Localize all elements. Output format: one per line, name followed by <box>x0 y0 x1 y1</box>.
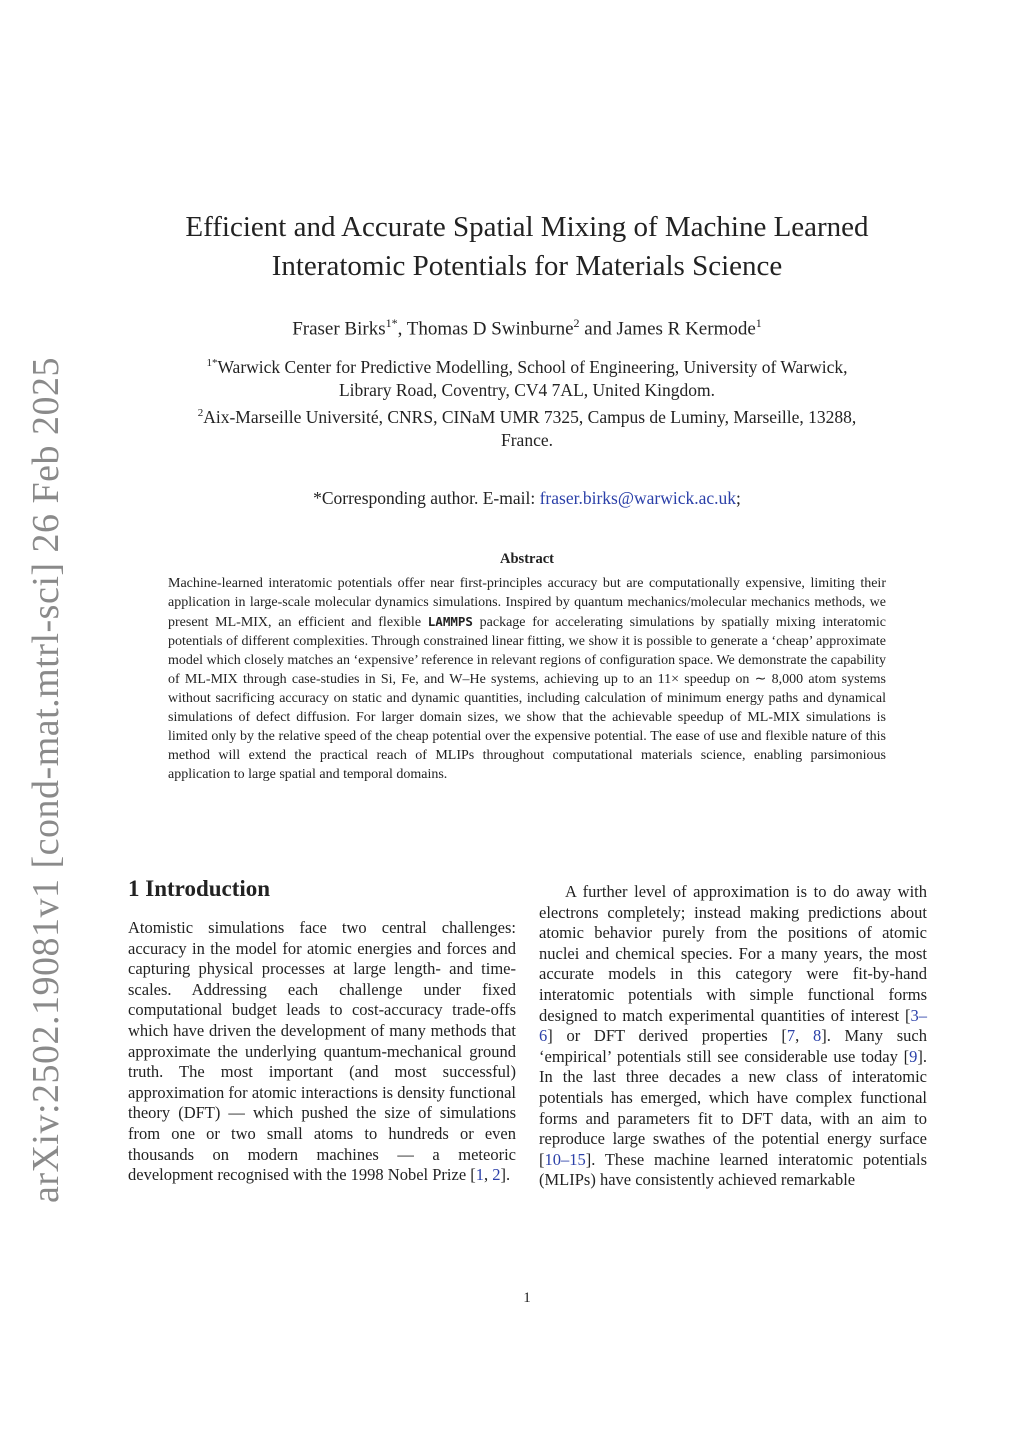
author-affil-mark: 1* <box>385 316 398 330</box>
intro-right-column <box>539 882 927 1191</box>
author-name: Thomas D Swinburne <box>406 318 574 340</box>
section-heading-introduction: 1 Introduction <box>128 876 271 901</box>
corresponding-suffix: ; <box>736 488 741 508</box>
affil-mark: 2 <box>197 406 204 419</box>
author-affil-mark: 1 <box>755 316 762 330</box>
body-text: ]. These machine learned interatomic potentials (MLIPs) have consistently achieved remarkable <box>539 1149 927 1190</box>
abstract-body <box>168 574 886 784</box>
arxiv-stamp <box>20 356 72 1204</box>
affiliation-1-line-2: Library Road, Coventry, CV4 7AL, United Kingdom. <box>338 379 716 400</box>
author-name: Fraser Birks <box>292 318 386 340</box>
affiliation-1-line-1 <box>140 352 914 379</box>
abstract-code-term: LAMMPS <box>427 614 473 629</box>
email-link[interactable]: fraser.birks@warwick.ac.uk <box>539 488 736 508</box>
arxiv-stamp-text: arXiv:2502.19081v1 [cond-mat.mtrl-sci] 26 Feb 2025 <box>25 356 67 1204</box>
citation-link[interactable]: 1 <box>475 1165 485 1185</box>
author-separator: and <box>579 318 617 340</box>
citation-separator: , <box>484 1165 493 1185</box>
abstract-heading: Abstract <box>500 551 554 567</box>
body-text: ] or DFT derived properties [ <box>547 1026 787 1046</box>
citation-link[interactable]: 2 <box>492 1165 501 1185</box>
body-text: ]. In the last three decades a new class of interatomic potentials has emerged, which have complex functional forms and parameters fit to DFT data, with an aim to reproduce large swathes of the potential energy surface [ <box>539 1046 927 1169</box>
paper-title <box>150 208 904 286</box>
author-list <box>150 316 904 340</box>
corresponding-author <box>150 488 904 509</box>
title-line-2: Interatomic Potentials for Materials Science <box>271 250 783 282</box>
affil-text: Warwick Center for Predictive Modelling, School of Engineering, University of Warwick, <box>217 356 848 377</box>
affiliation-2-line-2: France. <box>501 429 553 450</box>
intro-left-column <box>128 918 516 1186</box>
citation-link[interactable]: 8 <box>812 1026 822 1046</box>
citation-link[interactable]: 9 <box>909 1046 918 1066</box>
citation-link[interactable]: 3–6 <box>539 1005 927 1046</box>
abstract-text: package for accelerating simulations by spatially mixing interatomic potentials of different complexities. Through constrained linear fitting, we show it is possible to generate a ‘cheap’ approximate model which closely matches an ‘expensive’ reference in relevant regions of configuration space. We demonstrate the capability of ML-MIX through case-studies in Si, Fe, and W–He systems, achieving up to an 11× speedup on ∼ 8,000 atom systems without sacrificing accuracy on static and dynamic quantities, including calculation of minimum energy paths and dynamical simulations of defect diffusion. For larger domain sizes, we show that the achievable speedup of ML-MIX simulations is limited only by the relative speed of the cheap potential over the expensive potential. The ease of use and flexible nature of this method will extend the practical reach of MLIPs throughout computational materials science, enabling parsimonious application to large spatial and temporal domains. <box>168 615 886 782</box>
body-text: Atomistic simulations face two central challenges: accuracy in the model for atomic energies and forces and capturing physical processes at large length- and time-scales. Addressing each challenge under fixed computational budget leads to cost-accuracy trade-offs which have driven the development of many methods that approximate the underlying quantum-mechanical ground truth. The most important (and most successful) approximation for atomic interactions is density functional theory (DFT) — which pushed the size of simulations from one or two small atoms to hundreds or even thousands on modern machines — a meteoric development recognised with the 1998 Nobel Prize [ <box>128 918 516 1185</box>
citation-link[interactable]: 10–15 <box>544 1149 586 1169</box>
corresponding-label: *Corresponding author. E-mail: <box>313 488 540 508</box>
abstract-text: Machine-learned interatomic potentials offer near first-principles accuracy but are computationally expensive, limiting their application in large-scale molecular dynamics simulations. Inspired by quantum mechanics/molecular mechanics methods, we present ML-MIX, an efficient and flexible <box>168 576 886 630</box>
affiliation-2-line-1 <box>140 402 914 429</box>
affiliations <box>140 352 914 452</box>
author-affil-mark: 2 <box>573 316 580 330</box>
author-name: James R Kermode <box>616 318 756 340</box>
body-text: ]. Many such ‘empirical’ potentials still see considerable use today [ <box>539 1026 928 1066</box>
citation-link[interactable]: 7 <box>786 1026 796 1046</box>
body-text: A further level of approximation is to do away with electrons completely; instead making predictions about atomic behavior purely from the positions of atomic nuclei and chemical species. For a many years, the most accurate models in this category were fit-by-hand interatomic potentials with simple functional forms designed to match experimental quantities of interest [ <box>539 882 927 1025</box>
page-number: 1 <box>523 1290 531 1306</box>
citation-separator: , <box>795 1026 813 1046</box>
affil-mark: 1* <box>206 357 218 369</box>
body-text: ]. <box>500 1165 511 1185</box>
author-separator: , <box>397 318 407 340</box>
affil-text: Aix-Marseille Université, CNRS, CINaM UMR 7325, Campus de Luminy, Marseille, 13288, <box>203 406 857 427</box>
title-line-1: Efficient and Accurate Spatial Mixing of Machine Learned <box>185 211 869 243</box>
